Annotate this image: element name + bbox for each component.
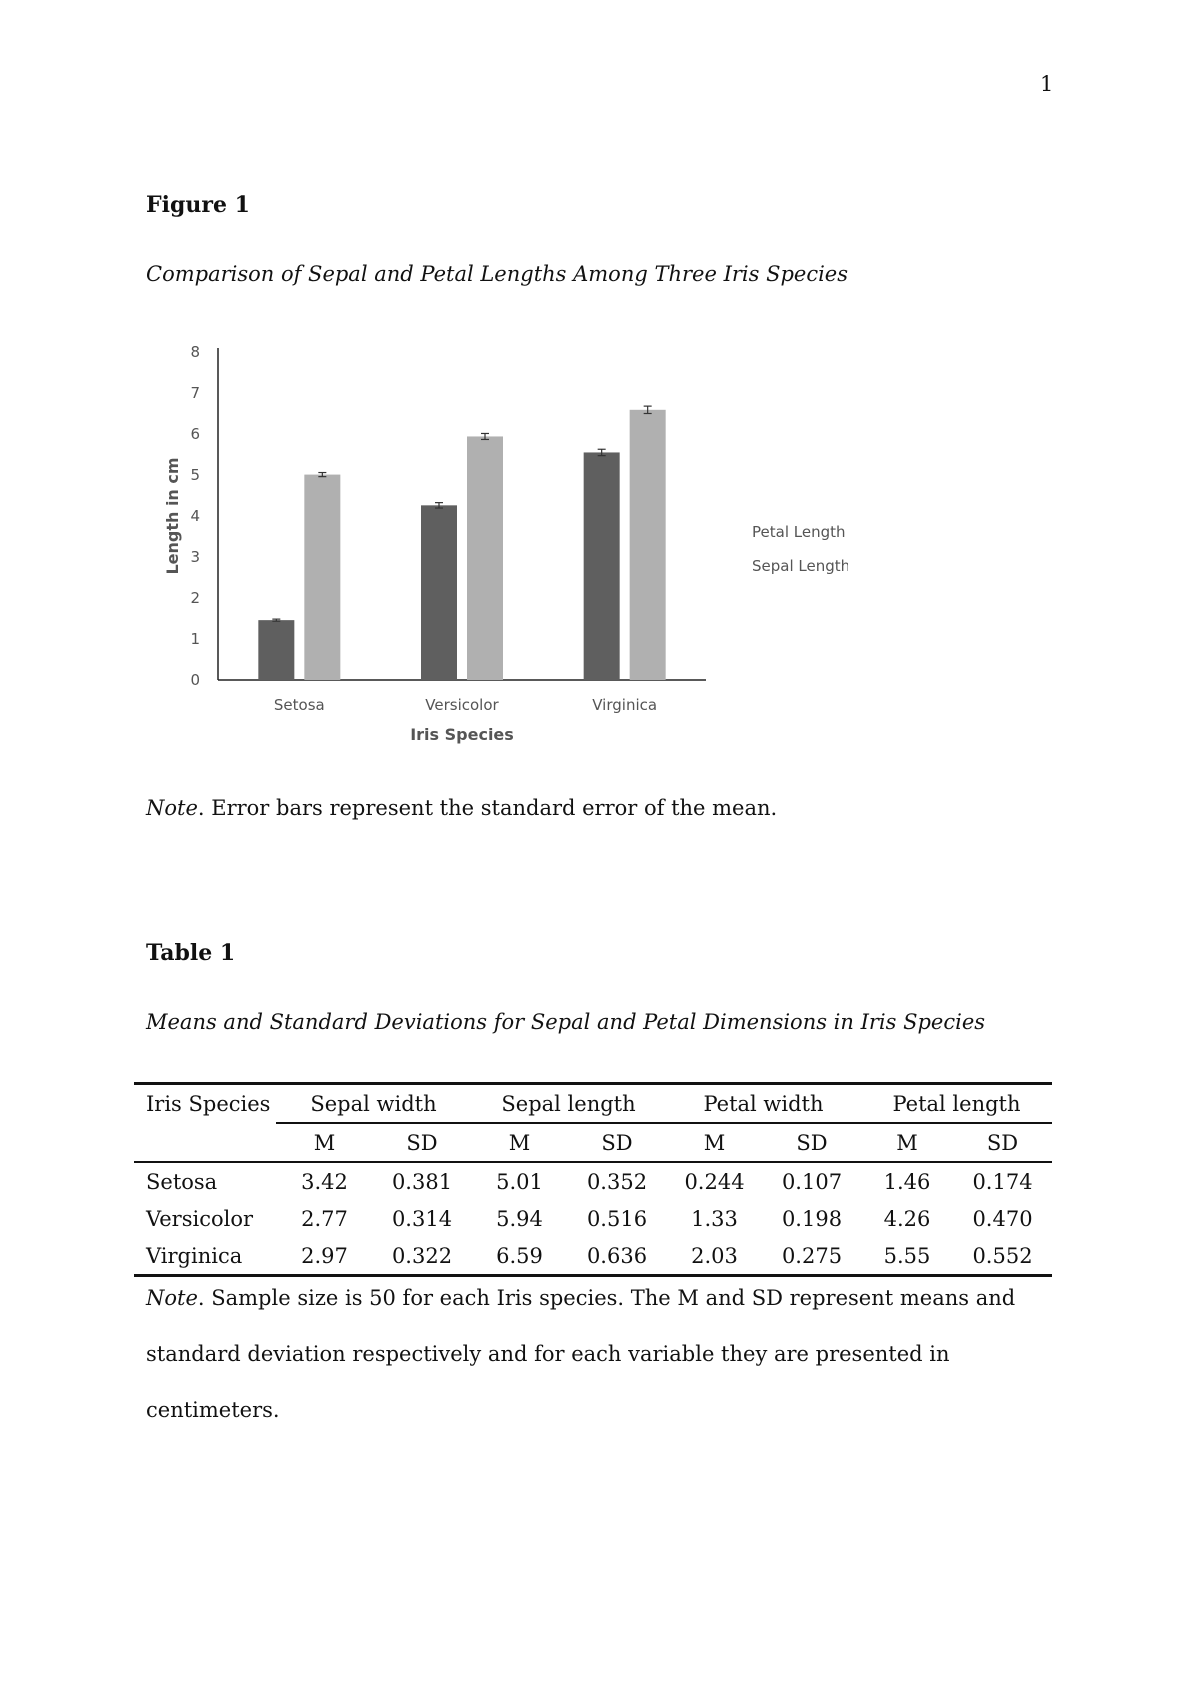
table-note-text: . Sample size is 50 for each Iris species. The M and SD represent means and standard deviation respectively and for each variable they are presented in centimeters. bbox=[146, 1286, 1016, 1422]
y-tick-label: 2 bbox=[190, 589, 200, 607]
table-note bbox=[146, 1270, 1046, 1438]
table-cell: 0.244 bbox=[684, 1169, 745, 1194]
bar-sepal-length-virginica bbox=[630, 410, 666, 680]
table-cell: 0.174 bbox=[972, 1169, 1033, 1194]
table-cell: 1.46 bbox=[883, 1169, 931, 1194]
stub-subheader-empty bbox=[134, 1123, 276, 1162]
y-tick-label: 1 bbox=[190, 630, 200, 648]
chart-svg bbox=[148, 330, 848, 750]
sub-header-sd: SD bbox=[763, 1123, 861, 1162]
data-table bbox=[134, 1082, 1052, 1277]
table-cell: 4.26 bbox=[883, 1206, 931, 1231]
sub-header-sd: SD bbox=[373, 1123, 471, 1162]
group-header-petal-width: Petal width bbox=[666, 1084, 861, 1124]
y-tick-label: 8 bbox=[190, 343, 200, 361]
table-cell: 2.77 bbox=[301, 1206, 348, 1231]
table-cell: 0.636 bbox=[568, 1237, 666, 1276]
group-header-sepal-width: Sepal width bbox=[276, 1084, 471, 1124]
table-title: Means and Standard Deviations for Sepal and Petal Dimensions in Iris Species bbox=[146, 1010, 986, 1034]
bar-petal-length-setosa bbox=[258, 620, 294, 680]
table-subheader-row bbox=[134, 1123, 1052, 1162]
sub-header-sd: SD bbox=[568, 1123, 666, 1162]
table-header-row bbox=[134, 1084, 1052, 1124]
group-header-sepal-length: Sepal length bbox=[471, 1084, 666, 1124]
table-cell: 0.470 bbox=[972, 1206, 1033, 1231]
stub-header: Iris Species bbox=[134, 1084, 276, 1124]
table-cell: 5.55 bbox=[861, 1237, 953, 1276]
sub-header-m: M bbox=[471, 1123, 568, 1162]
table-label: Table 1 bbox=[146, 940, 236, 966]
bar-sepal-length-setosa bbox=[304, 475, 340, 680]
table-cell: 0.107 bbox=[781, 1169, 843, 1194]
sub-header-m: M bbox=[276, 1123, 373, 1162]
bar-chart bbox=[148, 330, 848, 750]
x-tick-label: Versicolor bbox=[425, 696, 499, 714]
table-cell: 0.314 bbox=[391, 1206, 453, 1231]
legend-entry: Sepal Length bbox=[752, 557, 848, 575]
table-cell: 0.552 bbox=[953, 1237, 1052, 1276]
table-cell: 0.322 bbox=[373, 1237, 471, 1276]
bar-petal-length-virginica bbox=[584, 452, 620, 680]
figure-title: Comparison of Sepal and Petal Lengths Among Three Iris Species bbox=[146, 262, 849, 286]
y-tick-label: 4 bbox=[190, 507, 200, 525]
y-tick-label: 3 bbox=[190, 548, 200, 566]
table-cell: 0.516 bbox=[586, 1206, 648, 1231]
table-cell: 5.94 bbox=[496, 1206, 543, 1231]
table-row-versicolor bbox=[134, 1200, 1052, 1237]
table-cell: 0.381 bbox=[391, 1169, 453, 1194]
bar-sepal-length-versicolor bbox=[467, 436, 503, 680]
x-axis-title: Iris Species bbox=[410, 725, 514, 744]
y-tick-label: 5 bbox=[190, 466, 200, 484]
x-tick-label: Virginica bbox=[592, 696, 658, 714]
figure-note-label: Note bbox=[146, 796, 198, 820]
y-axis-title: Length in cm bbox=[163, 457, 182, 575]
sub-header-m: M bbox=[861, 1123, 953, 1162]
row-label: Setosa bbox=[146, 1169, 218, 1194]
y-tick-label: 7 bbox=[190, 384, 200, 402]
table-cell: 0.352 bbox=[586, 1169, 648, 1194]
y-tick-label: 6 bbox=[190, 425, 200, 443]
x-tick-label: Setosa bbox=[273, 696, 325, 714]
figure-label: Figure 1 bbox=[146, 192, 250, 218]
table-cell: 2.03 bbox=[666, 1237, 763, 1276]
sub-header-sd: SD bbox=[953, 1123, 1052, 1162]
table-cell: 2.97 bbox=[276, 1237, 373, 1276]
table-cell: 5.01 bbox=[496, 1169, 543, 1194]
figure-note bbox=[146, 796, 777, 820]
table-cell: 0.198 bbox=[781, 1206, 843, 1231]
table-row-setosa bbox=[134, 1162, 1052, 1200]
page-number: 1 bbox=[1040, 72, 1054, 96]
group-header-petal-length: Petal length bbox=[861, 1084, 1052, 1124]
table-cell: 3.42 bbox=[301, 1169, 348, 1194]
figure-note-text: . Error bars represent the standard error of the mean. bbox=[197, 796, 778, 820]
y-tick-label: 0 bbox=[190, 671, 200, 689]
legend-entry: Petal Length bbox=[752, 523, 846, 541]
row-label: Versicolor bbox=[146, 1206, 253, 1231]
table-cell: 6.59 bbox=[471, 1237, 568, 1276]
table-cell: 0.275 bbox=[763, 1237, 861, 1276]
bar-petal-length-versicolor bbox=[421, 505, 457, 680]
row-label: Virginica bbox=[134, 1237, 276, 1276]
sub-header-m: M bbox=[666, 1123, 763, 1162]
table-note-label: Note bbox=[146, 1286, 198, 1310]
table-cell: 1.33 bbox=[691, 1206, 738, 1231]
